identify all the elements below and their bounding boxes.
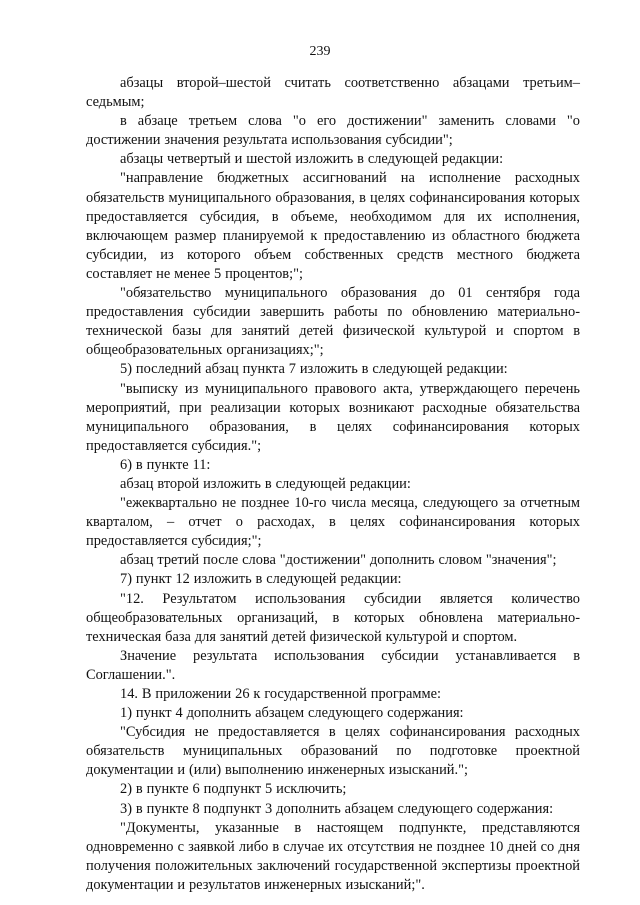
page-number: 239 [309,44,331,59]
paragraph: "направление бюджетных ассигнований на исполнение расходных обязательств муниципального образования, в целях софинансирования которых предоставляется субсидия, в объеме, необходимом для их исполнения, включающем размер планируемой к предоставлению из областного бюджета субсидии, из которого объем собственных средств местного бюджета составляет не менее 5 процентов;"; [86,170,580,282]
paragraph: абзац второй изложить в следующей редакции: [120,475,411,492]
paragraph: 7) пункт 12 изложить в следующей редакции: [120,571,402,588]
paragraph: "12. Результатом использования субсидии является количество общеобразовательных организаций, в которых обновлена материально-техническая база для занятий детей физической культурой и спортом. [86,590,580,645]
paragraph: абзацы второй–шестой считать соответственно абзацами третьим–седьмым; [86,75,580,111]
paragraph: "выписку из муниципального правового акта, утверждающего перечень мероприятий, при реализации которых возникают расходные обязательства муниципального образования, в целях софинансирования которых предоставляется субсидия."; [86,380,580,454]
document-body [86,74,580,895]
paragraph: "Документы, указанные в настоящем подпункте, представляются одновременно с заявкой либо в случае их отсутствия не позднее 10 дней со дня получения положительных заключений государственной экспертизы проектной документации и результатов инженерных изысканий;". [86,819,580,893]
paragraph: абзац третий после слова "достижении" дополнить словом "значения"; [120,552,557,569]
paragraph: Значение результата использования субсидии устанавливается в Соглашении.". [86,647,580,683]
paragraph: 5) последний абзац пункта 7 изложить в следующей редакции: [120,361,508,378]
paragraph: "Субсидия не предоставляется в целях софинансирования расходных обязательств муниципальных образований по подготовке проектной документации и (или) выполнению инженерных изысканий."; [86,724,580,779]
paragraph: 3) в пункте 8 подпункт 3 дополнить абзацем следующего содержания: [120,800,554,817]
paragraph: 2) в пункте 6 подпункт 5 исключить; [120,781,347,798]
paragraph: в абзаце третьем слова "о его достижении" заменить словами "о достижении значения результата использования субсидии"; [86,113,580,149]
paragraph: 6) в пункте 11: [120,456,211,473]
paragraph: "ежеквартально не позднее 10-го числа месяца, следующего за отчетным кварталом, – отчет о расходах, в целях софинансирования которых предоставляется субсидия;"; [86,495,580,550]
paragraph: "обязательство муниципального образования до 01 сентября года предоставления субсидии завершить работы по обновлению материально-технической базы для занятий детей физической культурой и спортом в общеобразовательных организациях;"; [86,285,580,359]
paragraph: 14. В приложении 26 к государственной программе: [120,686,441,702]
paragraph: 1) пункт 4 дополнить абзацем следующего содержания: [120,705,464,722]
paragraph: абзацы четвертый и шестой изложить в следующей редакции: [120,151,504,168]
